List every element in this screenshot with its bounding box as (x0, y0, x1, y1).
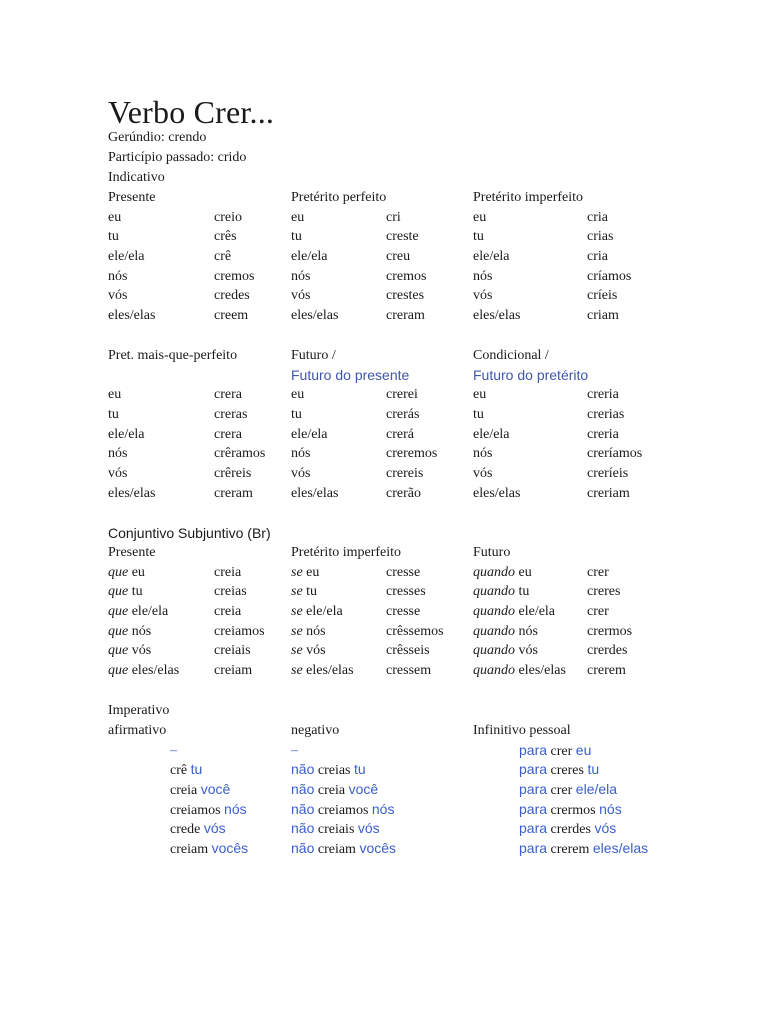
pronoun-cell: vós (291, 466, 311, 482)
pronoun-cell: eu (306, 564, 320, 580)
pronoun-cell: eu (473, 387, 487, 403)
verb-cell: críamos (587, 268, 632, 284)
verb-cell: crêreis (214, 466, 252, 482)
verb-cell: creram (386, 308, 425, 324)
pronoun-cell: vós (306, 643, 326, 659)
para-word: para (519, 820, 548, 837)
verb-cell: cria (587, 209, 608, 225)
perfeito-verbs (386, 208, 426, 326)
conj-row (108, 563, 179, 583)
imperative-row (291, 839, 396, 859)
para-word: para (519, 800, 548, 817)
verb-cell: crer (550, 743, 573, 759)
condicional-header: Condicional / (473, 348, 549, 363)
imperative-row (108, 819, 248, 839)
pronoun-cell: ele/ela (473, 249, 510, 265)
pronoun-cell: tu (518, 584, 530, 600)
negativo-header: negativo (291, 723, 340, 738)
se-word: se (291, 663, 303, 679)
conj-row (291, 563, 401, 583)
pronoun-cell: vocês (359, 840, 397, 857)
verb-cell: creem (214, 308, 249, 324)
imperfeito-header: Pretérito imperfeito (473, 190, 584, 205)
verb-cell: crê (170, 763, 188, 779)
pronoun-cell: vós (357, 820, 380, 837)
se-word: se (291, 623, 303, 639)
condicional-column (473, 346, 588, 504)
presente-header: Presente (108, 190, 156, 205)
verb-cell: creiais (214, 643, 251, 659)
pronoun-cell: nós (599, 800, 622, 817)
imperative-row (291, 819, 396, 839)
infinitivo-column (473, 721, 648, 859)
nao-word: não (291, 761, 315, 778)
para-word: para (519, 781, 548, 798)
pronoun-cell: tu (190, 761, 203, 778)
verb-cell: crêsseis (386, 643, 430, 659)
pronoun-cell: eles/elas (108, 308, 156, 324)
pronoun-cell: tu (291, 229, 302, 245)
que-word: que (108, 564, 129, 580)
presente-verbs (214, 208, 254, 326)
pronoun-cell: eles/elas (291, 308, 339, 324)
conj-row (473, 602, 566, 622)
nao-word: não (291, 781, 315, 798)
pronoun-cell: tu (587, 761, 600, 778)
conj-presente-verbs (214, 563, 265, 681)
pronoun-cell: tu (108, 229, 119, 245)
imperative-row (291, 780, 396, 800)
verb-cell: creiais (317, 822, 355, 838)
pronoun-cell: tu (473, 407, 484, 423)
pronoun-cell: nós (108, 268, 128, 284)
verb-cell: cresses (386, 584, 426, 600)
verb-cell: crer (587, 564, 609, 580)
pronoun-cell: vós (518, 643, 538, 659)
pronoun-cell: eles/elas (473, 308, 521, 324)
verb-cell: crerão (386, 485, 421, 501)
pronoun-cell: eu (291, 387, 305, 403)
verb-cell: creríamos (587, 446, 643, 462)
nao-word: não (291, 800, 315, 817)
pronoun-cell: nós (131, 623, 152, 639)
pronoun-cell: vós (473, 466, 493, 482)
conj-row (108, 602, 179, 622)
verb-cell: cri (386, 209, 401, 225)
presente-column (108, 188, 155, 326)
verb-cell: creu (386, 249, 411, 265)
conj-row (291, 641, 401, 661)
infinitivo-row (473, 819, 648, 839)
verb-cell: creias (317, 763, 351, 779)
infinitivo-header: Infinitivo pessoal (473, 723, 571, 738)
verb-cell: crias (587, 229, 614, 245)
conj-row (473, 641, 566, 661)
conj-row (291, 602, 401, 622)
verb-cell: crereis (386, 466, 424, 482)
verb-cell: creriam (587, 485, 630, 501)
verb-cell: creia (317, 783, 346, 799)
verb-cell: crerei (386, 387, 418, 403)
participio-line: Particípio passado: crido (108, 150, 247, 165)
conjuntivo-table (108, 543, 728, 683)
pronoun-cell: eles/elas (131, 663, 180, 679)
pronoun-cell: nós (371, 800, 395, 817)
pronoun-cell: tu (306, 584, 318, 600)
imperative-row (108, 839, 248, 859)
page-title: Verbo Crer... (108, 94, 275, 130)
verb-cell: crede (170, 822, 201, 838)
verb-cell: crer (550, 783, 573, 799)
quando-word: quando (473, 584, 515, 600)
pronoun-cell: ele/ela (108, 426, 145, 442)
negativo-column (291, 721, 396, 859)
pronoun-cell: eles/elas (592, 840, 649, 857)
que-word: que (108, 584, 129, 600)
verb-cell: crer (587, 604, 609, 620)
pronoun-cell: ele/ela (575, 781, 618, 798)
conjuntivo-heading: Conjuntivo Subjuntivo (Br) (108, 525, 271, 541)
verb-cell: cremos (214, 268, 255, 284)
conj-row (291, 661, 401, 681)
pronoun-cell: eu (291, 209, 305, 225)
dash: – (170, 742, 177, 758)
verb-cell: críeis (587, 288, 618, 304)
imperativo-table (108, 721, 728, 861)
infinitivo-row (473, 741, 648, 761)
pronoun-cell: vocês (211, 840, 249, 857)
pronoun-cell: nós (518, 623, 538, 639)
verb-cell: criam (587, 308, 619, 324)
pronoun-cell: vós (594, 820, 617, 837)
verb-cell: cressem (386, 663, 432, 679)
verb-cell: creia (214, 604, 242, 620)
verb-cell: creiam (317, 842, 356, 858)
pronoun-cell: eu (575, 741, 592, 758)
conj-row (473, 582, 566, 602)
verb-cell: creia (170, 783, 198, 799)
maisque-verbs (214, 385, 265, 503)
imperative-row (291, 760, 396, 780)
verb-cell: creias (214, 584, 247, 600)
verb-cell: cresse (386, 604, 421, 620)
verb-cell: creiamos (317, 802, 369, 818)
pronoun-cell: eu (473, 209, 487, 225)
condicional-subheader: Futuro do pretérito (473, 366, 589, 383)
verb-cell: crera (214, 426, 242, 442)
maisque-header: Pret. mais-que-perfeito (108, 348, 238, 363)
afirmativo-header: afirmativo (108, 723, 167, 738)
verb-cell: cresse (386, 564, 421, 580)
verb-cell: crês (214, 229, 237, 245)
infinitivo-row (473, 839, 648, 859)
verb-cell: crêssemos (386, 623, 444, 639)
verb-cell: crestes (386, 288, 425, 304)
pronoun-cell: tu (291, 407, 302, 423)
conj-futuro-column (473, 543, 566, 681)
perfeito-header: Pretérito perfeito (291, 190, 387, 205)
futuro-verbs (386, 385, 437, 503)
verb-cell: creres (550, 763, 584, 779)
pronoun-cell: vós (203, 820, 226, 837)
verb-cell: creiam (214, 663, 253, 679)
pronoun-cell: eu (518, 564, 532, 580)
conj-row (108, 641, 179, 661)
conj-row (108, 582, 179, 602)
quando-word: quando (473, 663, 515, 679)
para-word: para (519, 741, 548, 758)
verb-cell: crerá (386, 426, 414, 442)
perfeito-column (291, 188, 386, 326)
se-word: se (291, 564, 303, 580)
conj-futuro-verbs (587, 563, 632, 681)
indicativo-heading: Indicativo (108, 170, 165, 185)
verb-cell: crerdes (550, 822, 591, 838)
quando-word: quando (473, 643, 515, 659)
pronoun-cell: eu (131, 564, 145, 580)
que-word: que (108, 643, 129, 659)
pronoun-cell: nós (473, 268, 493, 284)
verb-cell: crera (214, 387, 242, 403)
conj-row (108, 622, 179, 642)
pronoun-cell: tu (354, 761, 366, 778)
imperative-row (108, 800, 248, 820)
imperative-row (108, 760, 248, 780)
verb-cell: crermos (587, 623, 633, 639)
para-word: para (519, 761, 548, 778)
pronoun-cell: você (348, 781, 379, 798)
imperativo-heading: Imperativo (108, 703, 170, 718)
conj-row (291, 582, 401, 602)
verb-cell: creras (214, 407, 248, 423)
verb-cell: crermos (550, 802, 596, 818)
que-word: que (108, 604, 129, 620)
pronoun-cell: nós (306, 623, 326, 639)
verb-cell: crerem (550, 842, 590, 858)
gerundio-line: Gerúndio: crendo (108, 130, 207, 145)
verb-cell: creio (214, 209, 242, 225)
quando-word: quando (473, 623, 515, 639)
se-word: se (291, 643, 303, 659)
verb-cell: creiamos (214, 623, 265, 639)
que-word: que (108, 663, 129, 679)
se-word: se (291, 604, 303, 620)
pronoun-cell: tu (108, 407, 119, 423)
verb-cell: crerem (587, 663, 626, 679)
conj-presente-header: Presente (108, 545, 156, 560)
pronoun-cell: você (200, 781, 231, 798)
quando-word: quando (473, 564, 515, 580)
conj-futuro-header: Futuro (473, 545, 511, 560)
pronoun-cell: eles/elas (108, 485, 156, 501)
pronoun-cell: ele/ela (306, 604, 343, 620)
verb-cell: creremos (386, 446, 438, 462)
pronoun-cell: eles/elas (306, 663, 354, 679)
pronoun-cell: tu (131, 584, 143, 600)
pronoun-cell: eu (108, 209, 122, 225)
infinitivo-row (473, 800, 648, 820)
verb-cell: creiamos (170, 802, 221, 818)
pronoun-cell: nós (473, 446, 493, 462)
verb-cell: creres (587, 584, 621, 600)
pronoun-cell: vós (291, 288, 311, 304)
pronoun-cell: eles/elas (518, 663, 566, 679)
pronoun-cell: nós (291, 268, 311, 284)
futuro-header: Futuro / (291, 348, 336, 363)
pronoun-cell: ele/ela (473, 426, 510, 442)
pronoun-cell: nós (224, 800, 247, 817)
para-word: para (519, 840, 548, 857)
nao-word: não (291, 840, 315, 857)
verb-cell: creria (587, 426, 619, 442)
pronoun-cell: vós (473, 288, 493, 304)
futuro-subheader: Futuro do presente (291, 366, 410, 383)
conj-imperfeito-header: Pretérito imperfeito (291, 545, 402, 560)
pronoun-cell: eu (108, 387, 122, 403)
condicional-verbs (587, 385, 642, 503)
afirmativo-column (108, 721, 248, 859)
pronoun-cell: vós (131, 643, 152, 659)
conj-row (473, 622, 566, 642)
imperative-row (108, 780, 248, 800)
pronoun-cell: tu (473, 229, 484, 245)
quando-word: quando (473, 604, 515, 620)
verb-cell: cria (587, 249, 608, 265)
pronoun-cell: ele/ela (131, 604, 169, 620)
pronoun-cell: ele/ela (518, 604, 556, 620)
conj-row (473, 563, 566, 583)
conj-row (108, 661, 179, 681)
infinitivo-row (473, 780, 648, 800)
pronoun-cell: nós (291, 446, 311, 462)
se-word: se (291, 584, 303, 600)
conj-row (473, 661, 566, 681)
indicativo-table (108, 188, 728, 328)
verb-cell: crerdes (587, 643, 628, 659)
verb-cell: creram (214, 485, 253, 501)
conj-imperfeito-verbs (386, 563, 444, 681)
verb-cell: crê (214, 249, 232, 265)
pronoun-cell: ele/ela (291, 249, 328, 265)
pronoun-cell: eles/elas (473, 485, 521, 501)
verb-cell: creiam (170, 842, 209, 858)
pronoun-cell: nós (108, 446, 128, 462)
verb-cell: creria (587, 387, 619, 403)
verb-cell: crêramos (214, 446, 266, 462)
verb-cell: creia (214, 564, 242, 580)
infinitivo-row (473, 760, 648, 780)
nao-word: não (291, 820, 315, 837)
conj-row (291, 622, 401, 642)
que-word: que (108, 623, 129, 639)
imperfeito-verbs (587, 208, 631, 326)
pronoun-cell: vós (108, 466, 128, 482)
dash: – (291, 742, 298, 758)
pronoun-cell: eles/elas (291, 485, 339, 501)
conj-presente-column (108, 543, 179, 681)
verb-cell: cremos (386, 268, 427, 284)
verb-cell: creríeis (587, 466, 629, 482)
pronoun-cell: vós (108, 288, 128, 304)
verb-cell: credes (214, 288, 250, 304)
imperative-row (291, 800, 396, 820)
spacer (108, 366, 237, 386)
pronoun-cell: ele/ela (291, 426, 328, 442)
pronoun-cell: ele/ela (108, 249, 145, 265)
verb-cell: crerás (386, 407, 420, 423)
imperfeito-column (473, 188, 583, 326)
verb-cell: creste (386, 229, 419, 245)
verb-cell: crerias (587, 407, 625, 423)
tempos-table (108, 346, 728, 506)
conj-imperfeito-column (291, 543, 401, 681)
